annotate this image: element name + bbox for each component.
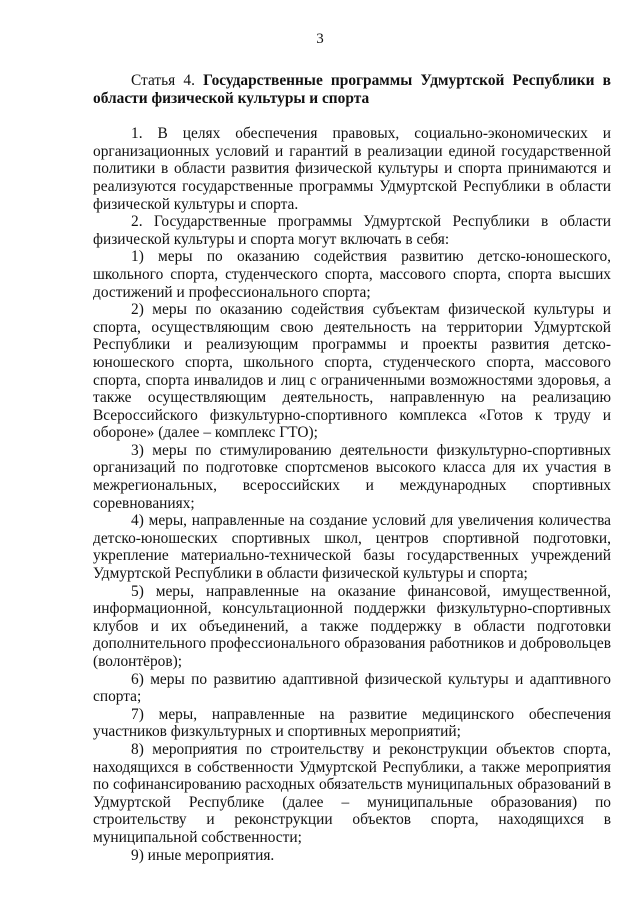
article-4 xyxy=(93,72,611,864)
page-number: 3 xyxy=(316,31,324,47)
list-item-1: 1) меры по оказанию содействия развитию детско-юношеского, школьного спорта, студенческого спорта, массового спорта, спорта высших достижений и профессионального спорта; xyxy=(93,248,611,301)
article-heading xyxy=(93,72,611,107)
list-item-5: 5) меры, направленные на оказание финансовой, имущественной, информационной, консультационной поддержки физкультурно-спортивных клубов и их объединений, а также поддержку в области подготовки дополнительного профессионального образования работников и добровольцев (волонтёров); xyxy=(93,582,611,670)
list-item-2: 2) меры по оказанию содействия субъектам физической культуры и спорта, осуществляющим свою деятельность на территории Удмуртской Республики и реализующим программы и проекты развития детско-юношеского спорта, школьного спорта, студенческого спорта, массового спорта, спорта инвалидов и лиц с ограниченными возможностями здоровья, а также осуществляющим деятельность, направленную на реализацию Всероссийского физкультурно-спортивного комплекса «Готов к труду и обороне» (далее – комплекс ГТО); xyxy=(93,301,611,442)
list-item-4: 4) меры, направленные на создание условий для увеличения количества детско-юношеских спортивных школ, центров спортивной подготовки, укрепление материально-технической базы государственных учреждений Удмуртской Республики в области физической культуры и спорта; xyxy=(93,512,611,583)
list-item-9: 9) иные мероприятия. xyxy=(131,846,275,864)
paragraph-part-1: 1. В целях обеспечения правовых, социально-экономических и организационных условий и гарантий в реализации единой государственной политики в области развития физической культуры и спорта принимаются и реализуются государственные программы Удмуртской Республики в области физической культуры и спорта. xyxy=(93,125,611,213)
list-item-6: 6) меры по развитию адаптивной физической культуры и адаптивного спорта; xyxy=(93,670,611,706)
paragraph-part-2: 2. Государственные программы Удмуртской Республики в области физической культуры и спорта могут включать в себя: xyxy=(93,213,611,248)
list-item-7: 7) меры, направленные на развитие медицинского обеспечения участников физкультурных и спортивных мероприятий; xyxy=(93,705,611,741)
list-item-3: 3) меры по стимулированию деятельности физкультурно-спортивных организаций по подготовке спортсменов высокого класса для их участия в межрегиональных, всероссийских и международных спортивных соревнованиях; xyxy=(93,441,611,512)
list-item-8: 8) мероприятия по строительству и реконструкции объектов спорта, находящихся в собственности Удмуртской Республики, а также мероприятия по софинансированию расходных обязательств муниципальных образований в Удмуртской Республике (далее – муниципальные образования) по строительству и реконструкции объектов спорта, находящихся в муниципальной собственности; xyxy=(93,740,611,846)
article-label: Статья 4. xyxy=(131,72,195,89)
article-title: Государственные программы Удмуртской Республики в области физической культуры и спорта xyxy=(93,72,611,107)
